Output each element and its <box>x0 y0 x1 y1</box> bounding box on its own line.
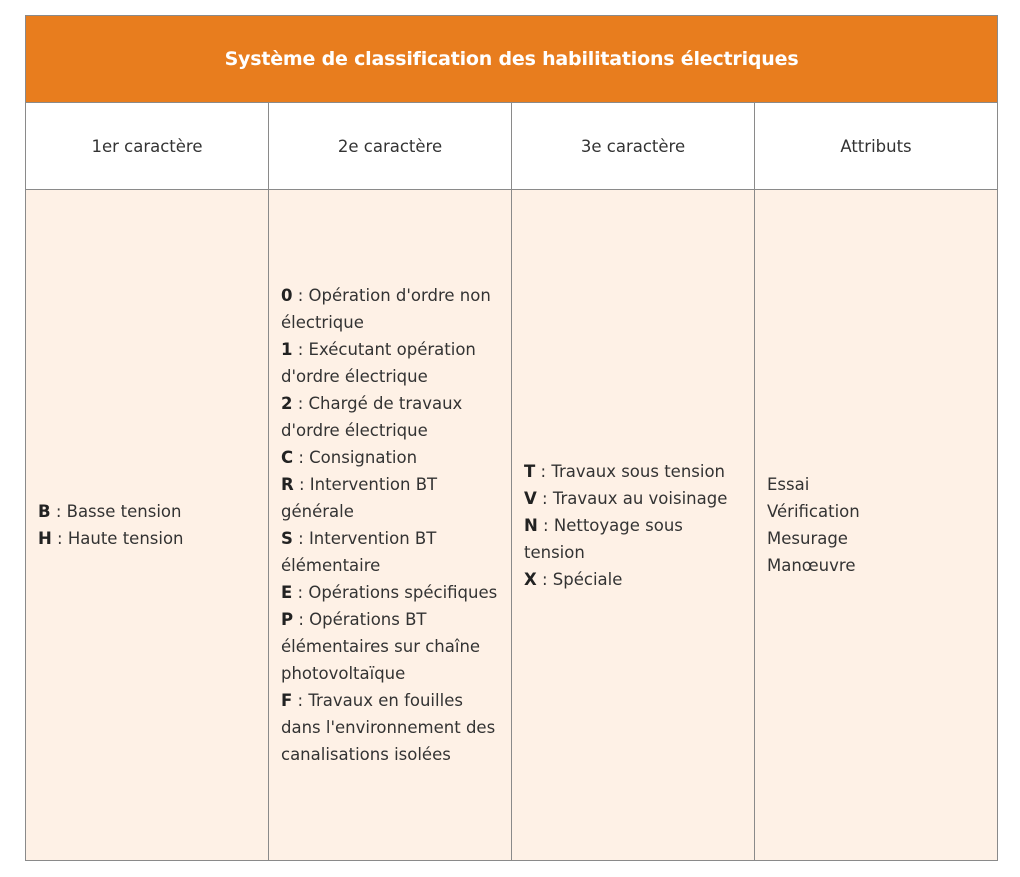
list-item: 0 : Opération d'ordre non électrique <box>281 286 491 332</box>
list-item: C : Consignation <box>281 448 418 467</box>
list-item: R : Intervention BT générale <box>281 475 438 521</box>
column-header-attributs: Attributs <box>840 136 912 156</box>
list-item: T : Travaux sous tension <box>524 461 726 481</box>
list-item: S : Intervention BT élémentaire <box>281 529 437 575</box>
cell-1er-caractere <box>26 190 269 860</box>
list-item: H : Haute tension <box>38 529 184 548</box>
cell-2e-caractere <box>269 190 512 860</box>
body-row <box>26 190 997 860</box>
list-item: X : Spéciale <box>524 569 623 589</box>
attribut-item: Vérification <box>767 502 860 521</box>
list-item: N : Nettoyage sous tension <box>524 515 683 562</box>
list-item: 1 : Exécutant opération d'ordre électrique <box>281 340 476 386</box>
list-item: P : Opérations BT élémentaires sur chaîne photovoltaïque <box>281 610 481 683</box>
cell-3e-caractere <box>512 190 755 860</box>
table-title: Système de classification des habilitations électriques <box>26 16 997 103</box>
attribut-item: Manœuvre <box>767 556 856 575</box>
column-header-1: 1er caractère <box>26 103 269 189</box>
list-item: F : Travaux en fouilles dans l'environnement des canalisations isolées <box>281 691 496 764</box>
list-item: V : Travaux au voisinage <box>524 488 728 508</box>
cell-attributs <box>755 190 997 860</box>
column-header-row <box>26 103 997 190</box>
list-item: B : Basse tension <box>38 502 182 521</box>
attribut-item: Mesurage <box>767 529 848 548</box>
column-header-2: 2e caractère <box>269 103 512 189</box>
column-header-3: 3e caractère <box>512 103 755 189</box>
attribut-item: Essai <box>767 475 810 494</box>
list-item: E : Opérations spécifiques <box>281 583 498 602</box>
list-item: 2 : Chargé de travaux d'ordre électrique <box>281 394 463 440</box>
habilitation-table <box>25 15 998 861</box>
